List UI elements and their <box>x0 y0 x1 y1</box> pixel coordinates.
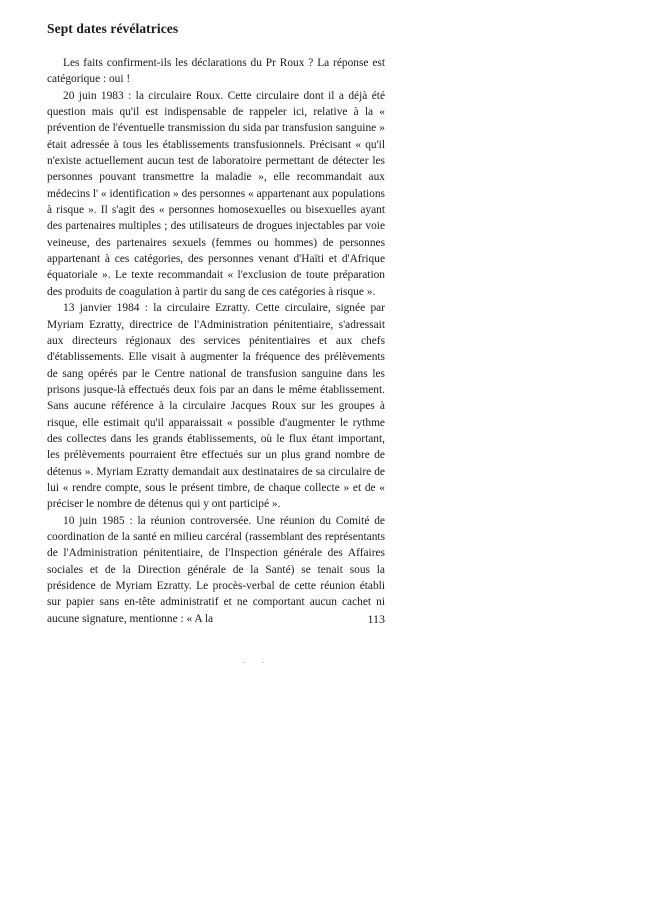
page-number: 113 <box>367 612 385 626</box>
paragraph-1983: 20 juin 1983 : la circulaire Roux. Cette circulaire dont il a déjà été question mais qu'il est indispensable de rappeler ici, relative à la « prévention de l'éventuelle transmission du sida par transfusion sanguine » était adressée à tous les établissements transfusionnels. Précisant « qu'il n'existe actuellement aucun test de laboratoire permettant de détecter les personnes pouvant transmettre la maladie », elle recommandait aux médecins l' « identification » des personnes « appartenant aux populations à risque ». Il s'agit des « personnes homosexuelles ou bisexuelles ayant des partenaires multiples ; des utilisateurs de drogues injectables par voie veineuse, des partenaires sexuels (femmes ou hommes) de personnes appartenant à ces catégories, des personnes venant d'Haïti et d'Afrique équatoriale ». Le texte recommandait « l'exclusion de toute préparation des produits de coagulation à partir du sang de ces catégories à risque ». <box>47 89 385 298</box>
paragraph-1984: 13 janvier 1984 : la circulaire Ezratty. Cette circulaire, signée par Myriam Ezratty, directrice de l'Administration pénitentiaire, s'adressait aux directeurs régionaux des services pénitentiaires et aux chefs d'établissements. Elle visait à augmenter la fréquence des prélèvements de sang opérés par le Centre national de transfusion sanguine dans les prisons jusque-là effectués deux fois par an dans le même établissement. Sans aucune référence à la circulaire Jacques Roux sur les groupes à risque, elle estimait qu'il apparaissait « possible d'augmenter le rythme des collectes dans les grands établissements, où le flux étant important, les prélèvements pourraient être effectués sur un plus grand nombre de détenus ». Myriam Ezratty demandait aux destinataires de sa circulaire de lui « rendre compte, sous le présent timbre, de chaque collecte » et de « préciser le nombre de détenus qui y ont participé ». <box>47 302 385 511</box>
paragraph-intro: Les faits confirment-ils les déclarations du Pr Roux ? La réponse est catégorique : oui ! <box>47 57 385 86</box>
scan-speck <box>262 662 264 663</box>
paragraph-1985: 10 juin 1985 : la réunion controversée. Une réunion du Comité de coordination de la santé en milieu carcéral (rassemblant des représentants de l'Administration pénitentiaire, de l'Inspection générale des Affaires sociales et de la Direction générale de la Santé) se tenait sous la présidence de Myriam Ezratty. Le procès-verbal de cette réunion établi sur papier sans en-tête administratif et ne comportant aucun cachet ni aucune signature, mentionne : « A la <box>47 514 385 625</box>
running-head: Sept dates révélatrices <box>47 21 179 36</box>
scan-speck <box>243 662 245 663</box>
body-text <box>47 55 385 627</box>
